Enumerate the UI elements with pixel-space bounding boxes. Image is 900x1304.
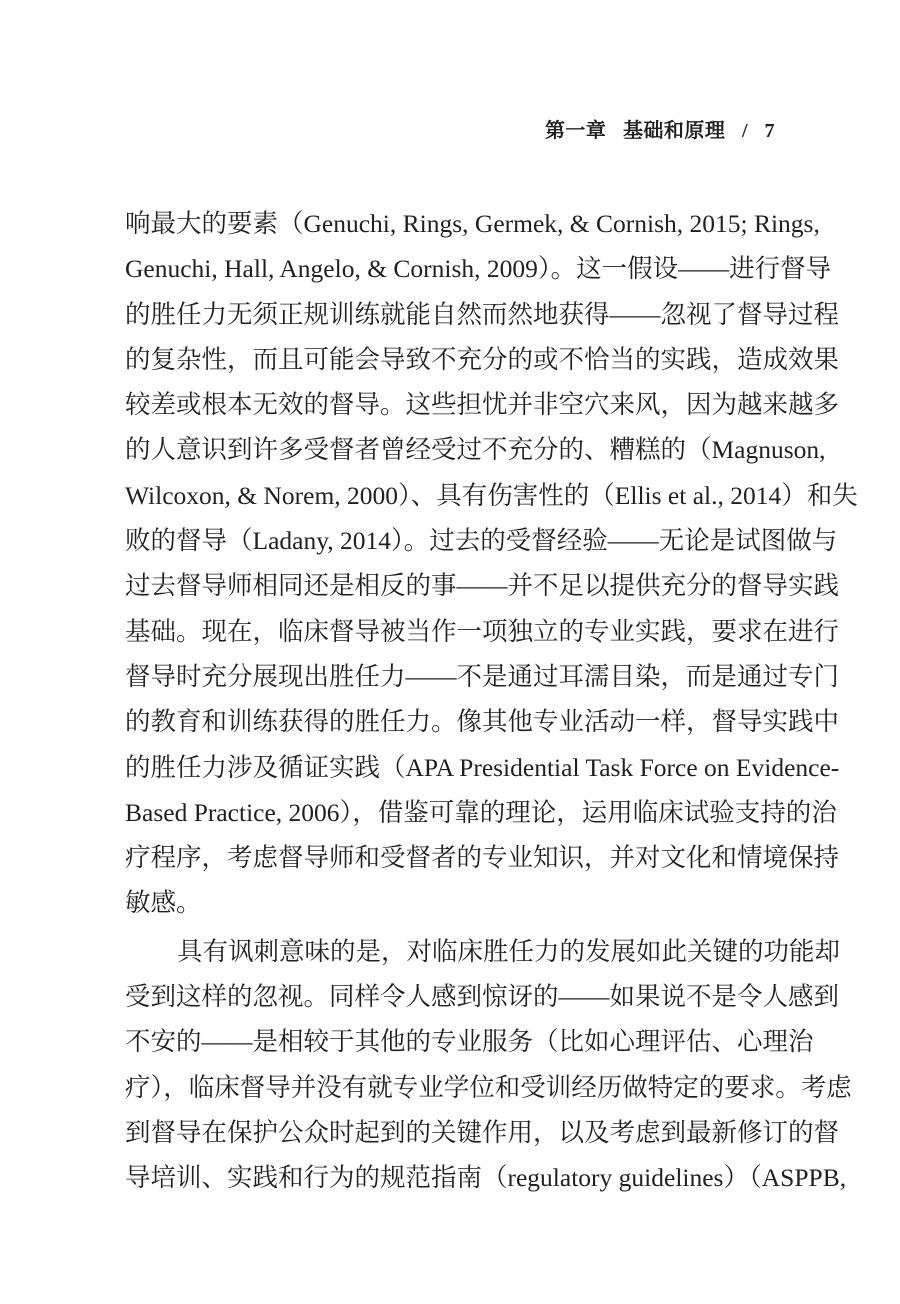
paragraph-2 [125,929,852,1201]
text-line: 敏感。 [125,888,202,918]
text-line: 过去督导师相同还是相反的事——并不足以提供充分的督导实践 [125,571,840,601]
paragraph-1 [125,201,858,926]
text-line: 的胜任力无须正规训练就能自然而然地获得——忽视了督导过程 [125,299,840,329]
text-line: 不安的——是相较于其他的专业服务（比如心理评估、心理治 [125,1027,814,1057]
text-line: 到督导在保护公众时起到的关键作用，以及考虑到最新修订的督 [125,1117,840,1147]
text-line: 基础。现在，临床督导被当作一项独立的专业实践，要求在进行 [125,616,840,646]
text-line: Genuchi, Hall, Angelo, & Cornish, 2009）。这一假设——进行督导 [125,254,832,284]
text-line: 导培训、实践和行为的规范指南（regulatory guidelines）（ASPPB, [125,1163,847,1193]
running-header [545,114,775,143]
text-line: 的复杂性，而且可能会导致不充分的或不恰当的实践，造成效果 [125,344,840,374]
text-line: 疗），临床督导并没有就专业学位和受训经历做特定的要求。考虑 [125,1072,852,1102]
text-line: Wilcoxon, & Norem, 2000）、具有伤害性的（Ellis et al., 2014）和失 [125,480,858,510]
text-line: 较差或根本无效的督导。这些担忧并非空穴来风，因为越来越多 [125,390,840,420]
text-line: 督导时充分展现出胜任力——不是通过耳濡目染，而是通过专门 [125,661,840,691]
text-line: Based Practice, 2006），借鉴可靠的理论，运用临床试验支持的治 [125,797,837,827]
chapter-title: 基础和原理 [622,120,726,142]
text-line: 的胜任力涉及循证实践（APA Presidential Task Force on Evidence- [125,752,840,782]
text-line: 响最大的要素（Genuchi, Rings, Germek, & Cornish, 2015; Rings, [125,209,820,238]
text-line: 具有讽刺意味的是，对临床胜任力的发展如此关键的功能却 [177,936,841,966]
body-text [125,201,858,1201]
text-line: 的教育和训练获得的胜任力。像其他专业活动一样，督导实践中 [125,707,840,737]
header-separator: / [741,120,748,142]
page-number: 7 [764,120,775,142]
text-line: 受到这样的忽视。同样令人感到惊讶的——如果说不是令人感到 [125,982,840,1012]
text-line: 疗程序，考虑督导师和受督者的专业知识，并对文化和情境保持 [125,843,840,873]
text-line: 败的督导（Ladany, 2014）。过去的受督经验——无论是试图做与 [125,526,838,556]
chapter-label: 第一章 [544,120,607,142]
text-line: 的人意识到许多受督者曾经受过不充分的、糟糕的（Magnuson, [125,435,826,465]
